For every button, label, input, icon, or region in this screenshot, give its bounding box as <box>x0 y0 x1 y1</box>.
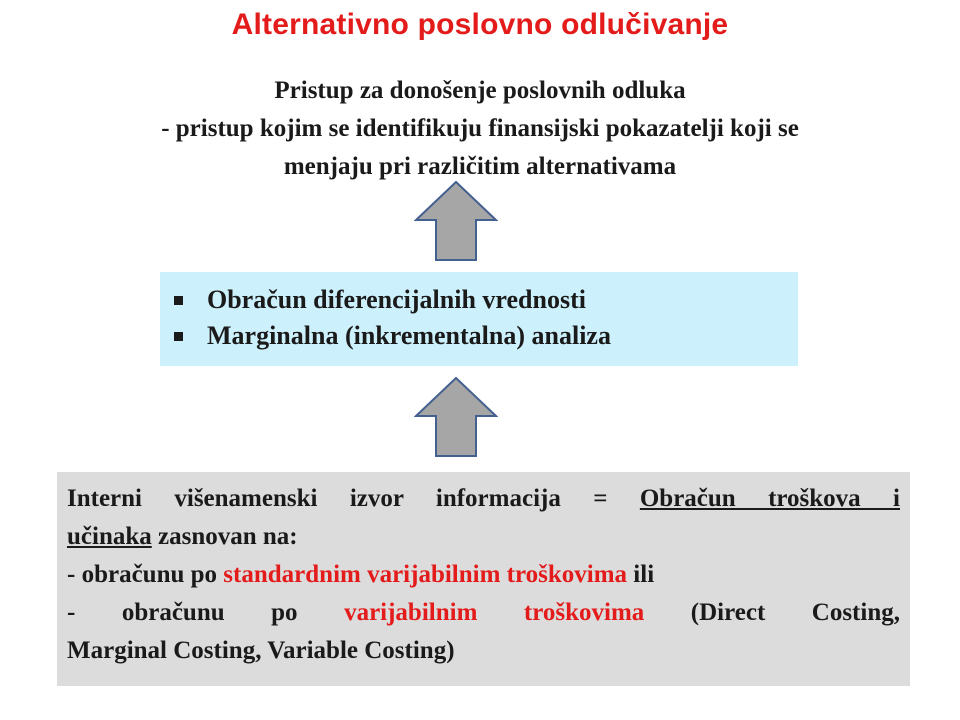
up-arrow-icon <box>414 376 498 458</box>
square-bullet-icon <box>174 332 183 341</box>
top-line-2: - pristup kojim se identifikuju finansijski pokazatelji koji se <box>161 115 799 142</box>
cost-accounting-term: Obračun troškova i <box>639 485 900 512</box>
top-line-3: menjaju pri različitim alternativama <box>283 153 677 180</box>
list-item <box>172 318 798 354</box>
top-text-block <box>60 72 900 186</box>
bottom-line-1-text: Interni višenamenski izvor informacija = <box>67 485 640 512</box>
information-source-box <box>57 472 910 686</box>
standard-variable-costs-term: standardnim varijabilnim troškovima <box>223 561 628 588</box>
up-arrow-icon <box>414 180 498 262</box>
bottom-line-5: Marginal Costing, Variable Costing) <box>67 637 455 664</box>
bottom-line-4 <box>67 594 900 632</box>
cost-accounting-term-end: učinaka <box>67 523 152 550</box>
square-bullet-icon <box>174 296 183 305</box>
methods-box <box>160 272 798 366</box>
bottom-line-3-prefix: - obračunu po <box>67 561 224 588</box>
bottom-line-2 <box>67 518 900 556</box>
bottom-line-1 <box>67 480 900 518</box>
bottom-line-4-suffix: (Direct Costing, <box>644 599 900 626</box>
bottom-line-3-suffix: ili <box>627 561 655 588</box>
variable-costs-term: varijabilnim troškovima <box>344 599 645 626</box>
bottom-line-3 <box>67 556 900 594</box>
list-item <box>172 282 798 318</box>
bottom-line-2-text: zasnovan na: <box>151 523 298 550</box>
bottom-line-4-prefix: - obračunu po <box>67 599 345 626</box>
list-item-label: Obračun diferencijalnih vrednosti <box>207 285 586 314</box>
top-line-1: Pristup za donošenje poslovnih odluka <box>274 77 686 104</box>
slide-title: Alternativno poslovno odlučivanje <box>231 8 729 41</box>
list-item-label: Marginalna (inkrementalna) analiza <box>207 321 611 350</box>
